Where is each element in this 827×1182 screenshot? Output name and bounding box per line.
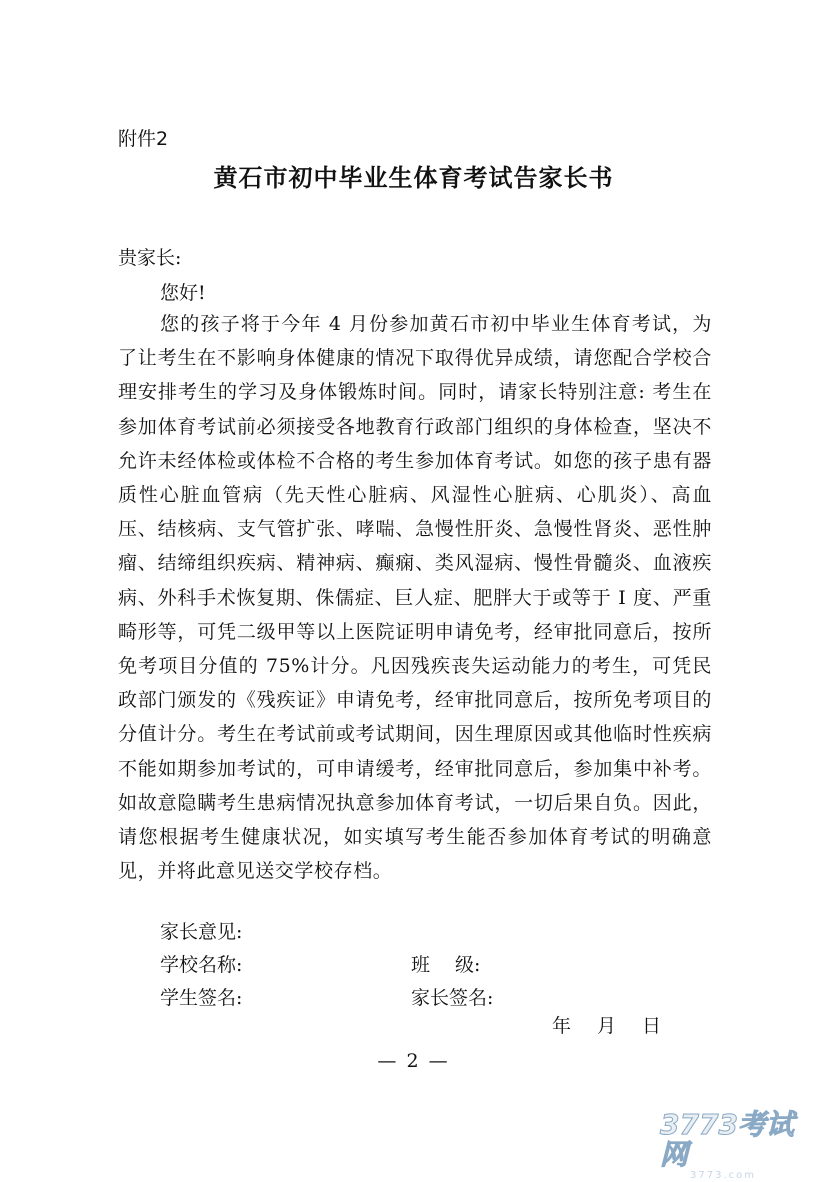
- school-name-label: 学校名称:: [160, 954, 243, 976]
- watermark-sub-text: 3773.com: [690, 1170, 756, 1181]
- date-line: [552, 1011, 661, 1038]
- salutation: 贵家长:: [118, 247, 182, 269]
- greeting: 您好!: [160, 282, 206, 304]
- parent-signature-label: 家长签名:: [411, 987, 494, 1009]
- document-title: 黄石市初中毕业生体育考试告家长书: [213, 164, 614, 192]
- month-label: 月: [597, 1015, 617, 1037]
- watermark-logo: [660, 1108, 820, 1181]
- class-label: 班 级:: [411, 954, 481, 976]
- parent-opinion-label: 家长意见:: [160, 921, 243, 943]
- watermark-main-text: 3773考试网: [660, 1108, 794, 1171]
- letter-body: 您的孩子将于今年 4 月份参加黄石市初中毕业生体育考试，为了让考生在不影响身体健康的情况下取得优异成绩，请您配合学校合理安排考生的学习及身体锻炼时间。同时，请家长特别注意: 考生在参加体育考试前必须接受各地教育行政部门组织的身体检查，坚决不允许未经体检或体检不合格的考生参加体育考试。如您的孩子患有器质性心脏血管病（先天性心脏病、风湿性心脏病、心肌炎）、高血压、结核病、支气管扩张、哮喘、急慢性肝炎、急慢性肾炎、恶性肿瘤、结缔组织疾病、精神病、癫痫、类风湿病、慢性骨髓炎、血液疾病、外科手术恢复期、侏儒症、巨人症、肥胖大于或等于 I 度、严重畸形等，可凭二级甲等以上医院证明申请免考，经审批同意后，按所免考项目分值的 75%计分。凡因残疾丧失运动能力的考生，可凭民政部门颁发的《残疾证》申请免考，经审批同意后，按所免考项目的分值计分。考生在考试前或考试期间，因生理原因或其他临时性疾病不能如期参加考试的，可申请缓考，经审批同意后，参加集中补考。如故意隐瞒考生患病情况执意参加体育考试，一切后果自负。因此，请您根据考生健康状况，如实填写考生能否参加体育考试的明确意见，并将此意见送交学校存档。: [118, 313, 712, 883]
- student-signature-label: 学生签名:: [160, 987, 243, 1009]
- attachment-label: 附件2: [118, 128, 169, 150]
- day-label: 日: [642, 1015, 662, 1037]
- year-label: 年: [552, 1015, 572, 1037]
- page-number: — 2 —: [377, 1050, 450, 1072]
